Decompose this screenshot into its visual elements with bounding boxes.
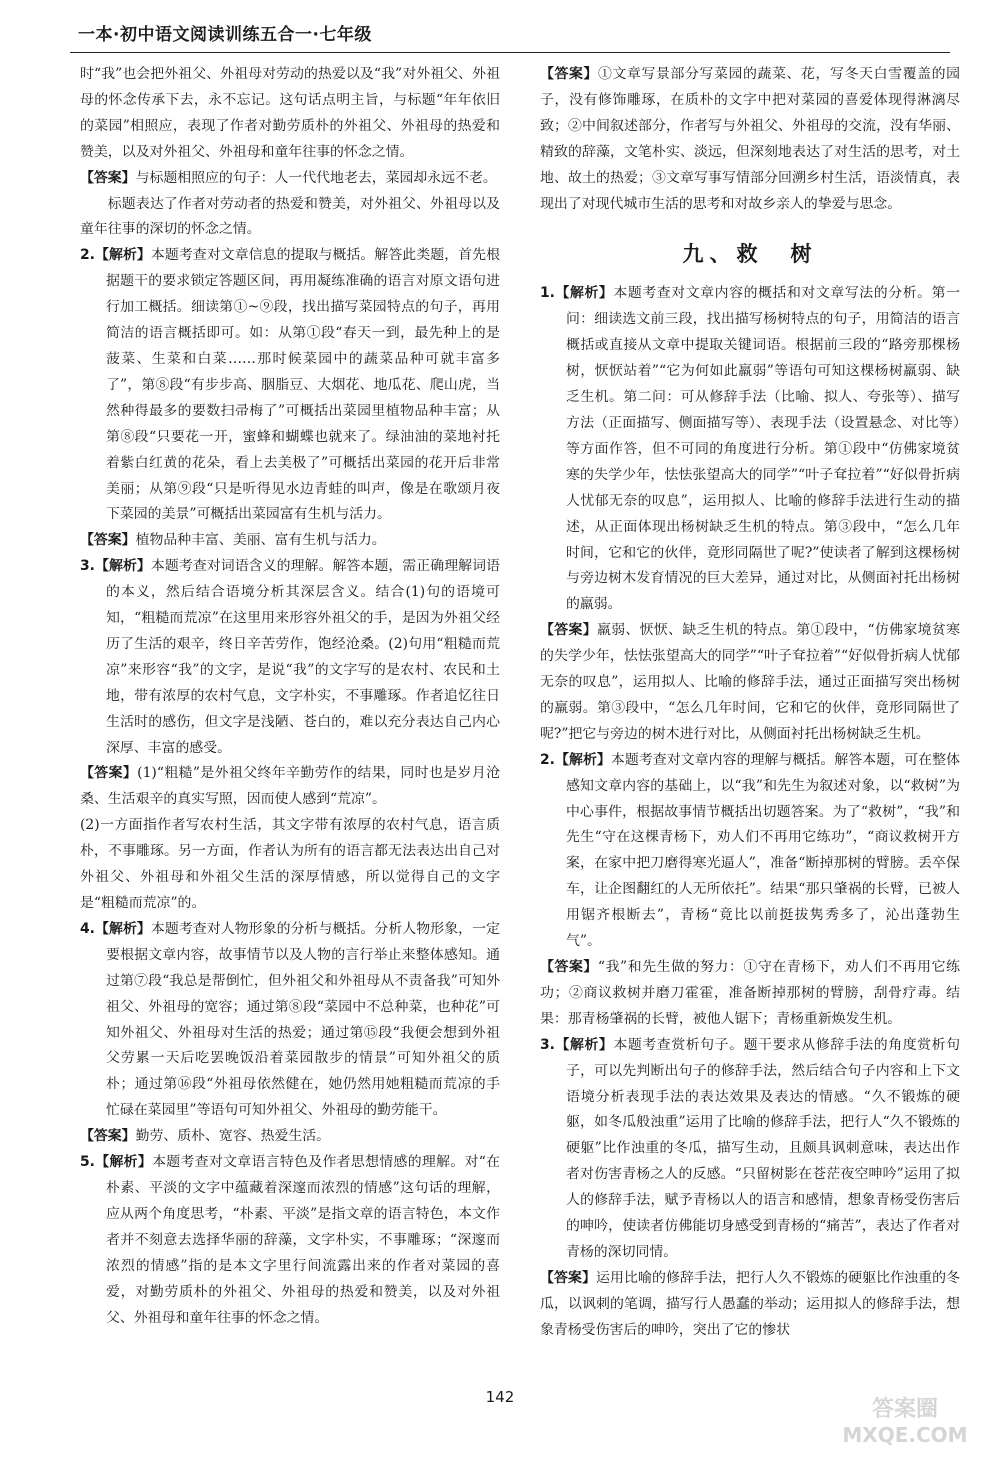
right-top-block	[540, 62, 960, 217]
paragraph-text: ①文章写景部分写菜园的蔬菜、花，写冬天白雪覆盖的园子，没有修饰雕琢，在质朴的文字中把对菜园的喜爱体现得淋漓尽致；②中间叙述部分，作者写与外祖父、外祖母的交流，没有华丽、精致的辞藻，文笔朴实、淡远，但深刻地表达了对生活的思考，对土地、故土的热爱；③文章写事写情部分回溯乡村生活，语淡情真，表现出了对现代城市生活的思考和对故乡亲人的挚爱与思念。	[540, 66, 960, 212]
answer-paragraph	[540, 1266, 960, 1344]
paragraph-text: 本题考查对文章信息的提取与概括。解答此类题，首先根据题干的要求锁定答题区间，再用凝练准确的语言对原文语句进行加工概括。细读第①~⑨段，找出描写菜园特点的句子，再用简洁的语言概括即可。如：从第①段“春天一到，最先种上的是菠菜、生菜和白菜……那时候菜园中的蔬菜品种可就丰富多了”，第⑧段“有步步高、胭脂豆、大烟花、地瓜花、爬山虎，当然种得最多的要数扫帚梅了”可概括出菜园里植物品种丰富；从第⑧段“只要花一开，蜜蜂和蝴蝶也就来了。绿油油的菜地衬托着紫白红黄的花朵，看上去美极了”可概括出菜园的花开后非常美丽；从第⑨段“只是听得见水边青蛙的叫声，像是在歌颂月夜下菜园的美景”可概括出菜园富有生机与活力。	[106, 247, 500, 523]
paragraph-text: 植物品种丰富、美丽、富有生机与活力。	[135, 532, 386, 549]
answer-paragraph	[80, 528, 500, 554]
analysis-label: 【解析】	[554, 1036, 614, 1053]
watermark-line1: 答案圈	[871, 1397, 939, 1422]
question-number: 4.	[80, 920, 95, 937]
answer-label: 【答案】	[540, 1269, 597, 1286]
right-main-block	[540, 281, 960, 1343]
answer-label: 【答案】	[540, 622, 597, 639]
answer-label: 【答案】	[80, 765, 138, 782]
paragraph-text: (1)“粗糙”是外祖父终年辛勤劳作的结果，同时也是岁月沧桑、生活艰辛的真实写照，因而使人感到“荒凉”。	[80, 765, 500, 808]
paragraph-text: 运用比喻的修辞手法，把行人久不锻炼的硬躯比作浊重的冬瓜，以讽刺的笔调，描写行人愚蠢的举动；运用拟人的修辞手法，想象青杨受伤害后的呻吟，突出了它的惨状	[540, 1269, 960, 1338]
answer-label: 【答案】	[80, 1128, 136, 1145]
question-item	[80, 554, 500, 761]
question-item	[80, 917, 500, 1124]
answer-paragraph	[80, 761, 500, 813]
answer-paragraph	[540, 955, 960, 1033]
analysis-label: 【解析】	[94, 1154, 153, 1171]
paragraph-text: 羸弱、恹恹、缺乏生机的特点。第①段中，“仿佛家境贫寒的失学少年，怯怯张望高大的同学”“叶子耷拉着”“好似骨折病人忧郁无奈的叹息”，运用拟人、比喻的修辞手法，通过正面描写突出杨树的羸弱。第③段中，“怎么几年时间，它和它的伙伴，竟形同隔世了呢?”把它与旁边的树木进行对比，从侧面衬托出杨树缺乏生机。	[540, 622, 960, 742]
paragraph-text: “我”和先生做的努力：①守在青杨下，劝人们不再用它练功；②商议救树并磨刀霍霍，准备断掉那树的臂膀，刮骨疗毒。结果：那青杨肇祸的长臂，被他人锯下；青杨重新焕发生机。	[540, 959, 960, 1027]
paragraph-text: 本题考查对文章内容的概括和对文章写法的分析。第一问：细读选文前三段，找出描写杨树特点的句子，用简洁的语言概括或直接从文章中提取关键词语。根据前三段的“路旁那棵杨树，恹恹站着”“它为何如此羸弱”等语句可知这棵杨树羸弱、缺乏生机。第二问：可从修辞手法（比喻、拟人、夸张等）、描写方法（正面描写、侧面描写等）、表现手法（设置悬念、对比等）等方面作答，但不可同的角度进行分析。第①段中“仿佛家境贫寒的失学少年，怯怯张望高大的同学”“叶子耷拉着”“好似骨折病人忧郁无奈的叹息”，运用拟人、比喻的修辞手法进行生动的描述，从正面体现出杨树缺乏生机的特点。第③段中，“怎么几年时间，它和它的伙伴，竟形同隔世了呢?”使读者了解到这棵杨树与旁边树木发育情况的巨大差异，通过对比，从侧面衬托出杨树的羸弱。	[566, 285, 960, 613]
paragraph-text: 本题考查对人物形象的分析与概括。分析人物形象，一定要根据文章内容，故事情节以及人物的言行举止来整体感知。通过第⑦段“我总是帮倒忙，但外祖父和外祖母从不责备我”可知外祖父、外祖母的宽容；通过第⑧段“菜园中不总种菜，也种花”可知外祖父、外祖母对生活的热爱；通过第⑮段“我便会想到外祖父劳累一天后吃罢晚饭沿着菜园散步的情景”可知外祖父的质朴；通过第⑯段“外祖母依然健在，她仍然用她粗糙而荒凉的手忙碌在菜园里”等语句可知外祖父、外祖母的勤劳能干。	[106, 920, 500, 1119]
continued-paragraph	[80, 62, 500, 166]
paragraph-text: 本题考查对文章内容的理解与概括。解答本题，可在整体感知文章内容的基础上，以“我”和先生为叙述对象，以“救树”为中心事件，根据故事情节概括出切题答案。为了“救树”，“我”和先生“守在这棵青杨下，劝人们不再用它练功”，“商议救树开方案，在家中把刀磨得寒光逼人”，准备“断掉那树的臂膀。丢卒保车，让企图翻红的人无所依托”。结果“那只肇祸的长臂，已被人用锯齐根断去”，青杨“竟比以前挺拔隽秀多了，沁出蓬勃生气”。	[566, 751, 960, 950]
paragraph-text: 本题考查赏析句子。题干要求从修辞手法的角度赏析句子，可以先判断出句子的修辞手法，然后结合句子内容和上下文语境分析表现手法的表达效果及表达的情感。“久不锻炼的硬躯，如冬瓜般浊重”运用了比喻的修辞手法，把行人“久不锻炼的硬躯”比作浊重的冬瓜，描写生动，且颇具讽刺意味，表达出作者对伤害青杨之人的反感。“只留树影在苍茫夜空呻吟”运用了拟人的修辞手法，赋予青杨以人的语言和感情，想象青杨受伤害后的呻吟，使读者仿佛能切身感受到青杨的“痛苦”，表达了作者对青杨的深切同情。	[566, 1036, 960, 1260]
analysis-label: 【解析】	[94, 920, 151, 937]
paragraph-text: 时“我”也会把外祖父、外祖母对劳动的热爱以及“我”对外祖父、外祖母的怀念传承下去，永不忘记。这句话点明主旨，与标题“年年依旧的菜园”相照应，表现了作者对勤劳质朴的外祖父、外祖母的热爱和赞美，以及对外祖父、外祖母和童年往事的怀念之情。	[80, 66, 500, 160]
right-column	[540, 62, 960, 1344]
answer-paragraph	[540, 618, 960, 748]
question-item	[540, 281, 960, 618]
book-title: 一本·初中语文阅读训练五合一·七年级	[78, 25, 372, 45]
answer-label: 【答案】	[540, 66, 599, 82]
question-item	[540, 748, 960, 955]
page-number: 142	[485, 1388, 515, 1406]
question-number: 3.	[540, 1036, 555, 1053]
indented-paragraph	[80, 192, 500, 244]
question-number: 2.	[540, 751, 555, 768]
paragraph-text: (2)一方面指作者写农村生活，其文字带有浓厚的农村气息，语言质朴，不事雕琢。另一方面，作者认为所有的语言都无法表达出自己对外祖父、外祖母和外祖父生活的深厚情感，所以觉得自己的文字是“粗糙而荒凉”的。	[80, 817, 500, 911]
question-number: 5.	[80, 1154, 95, 1171]
answer-paragraph	[80, 166, 500, 192]
answer-label: 【答案】	[80, 532, 136, 549]
answer-label: 【答案】	[540, 959, 598, 975]
analysis-label: 【解析】	[94, 247, 151, 264]
page-header	[70, 18, 950, 53]
paragraph-text: 本题考查对词语含义的理解。解答本题，需正确理解词语的本义，然后结合语境分析其深层含义。结合(1)句的语境可知，“粗糙而荒凉”在这里用来形容外祖父的手，是因为外祖父经历了生活的艰辛，终日辛苦劳作，饱经沧桑。(2)句用“粗糙而荒凉”来形容“我”的文字，是说“我”的文字写的是农村、农民和土地，带有浓厚的农村气息，文字朴实，不事雕琢。作者追忆往日生活时的感伤，但文字是浅陋、苍白的，难以充分表达自己内心深厚、丰富的感受。	[106, 558, 500, 756]
analysis-label: 【解析】	[554, 751, 611, 768]
question-item	[80, 1150, 500, 1331]
question-number: 1.	[540, 285, 555, 302]
watermark-logo	[820, 1390, 990, 1450]
paragraph-text: 本题考查对文章语言特色及作者思想情感的理解。对“在朴素、平淡的文字中蕴藏着深邃而浓烈的情感”这句话的理解，应从两个角度思考，“朴素、平淡”是指文章的语言特色，本文作者并不刻意去选择华丽的辞藻，文字朴实，不事雕琢；“深邃而浓烈的情感”指的是本文字里行间流露出来的作者对菜园的喜爱，对勤劳质朴的外祖父、外祖母的热爱和赞美，以及对外祖父、外祖母和童年往事的怀念之情。	[106, 1154, 500, 1326]
question-number: 2.	[80, 247, 95, 264]
question-number: 3.	[80, 558, 95, 575]
paragraph-text: 标题表达了作者对劳动者的热爱和赞美，对外祖父、外祖母以及童年往事的深切的怀念之情。	[80, 195, 500, 238]
continued-paragraph	[80, 813, 500, 917]
left-column	[80, 62, 500, 1331]
paragraph-text: 勤劳、质朴、宽容、热爱生活。	[135, 1128, 331, 1145]
answer-paragraph	[80, 1124, 500, 1150]
question-item	[540, 1033, 960, 1266]
analysis-label: 【解析】	[554, 285, 614, 302]
question-item	[80, 243, 500, 528]
answer-label: 【答案】	[80, 169, 136, 186]
section-title: 九、救 树	[682, 242, 818, 267]
analysis-label: 【解析】	[94, 558, 151, 575]
paragraph-text: 与标题相照应的句子：人一代代地老去，菜园却永远不老。	[135, 169, 497, 186]
watermark-line2: MXQE.COM	[842, 1423, 968, 1447]
answer-paragraph	[540, 62, 960, 217]
